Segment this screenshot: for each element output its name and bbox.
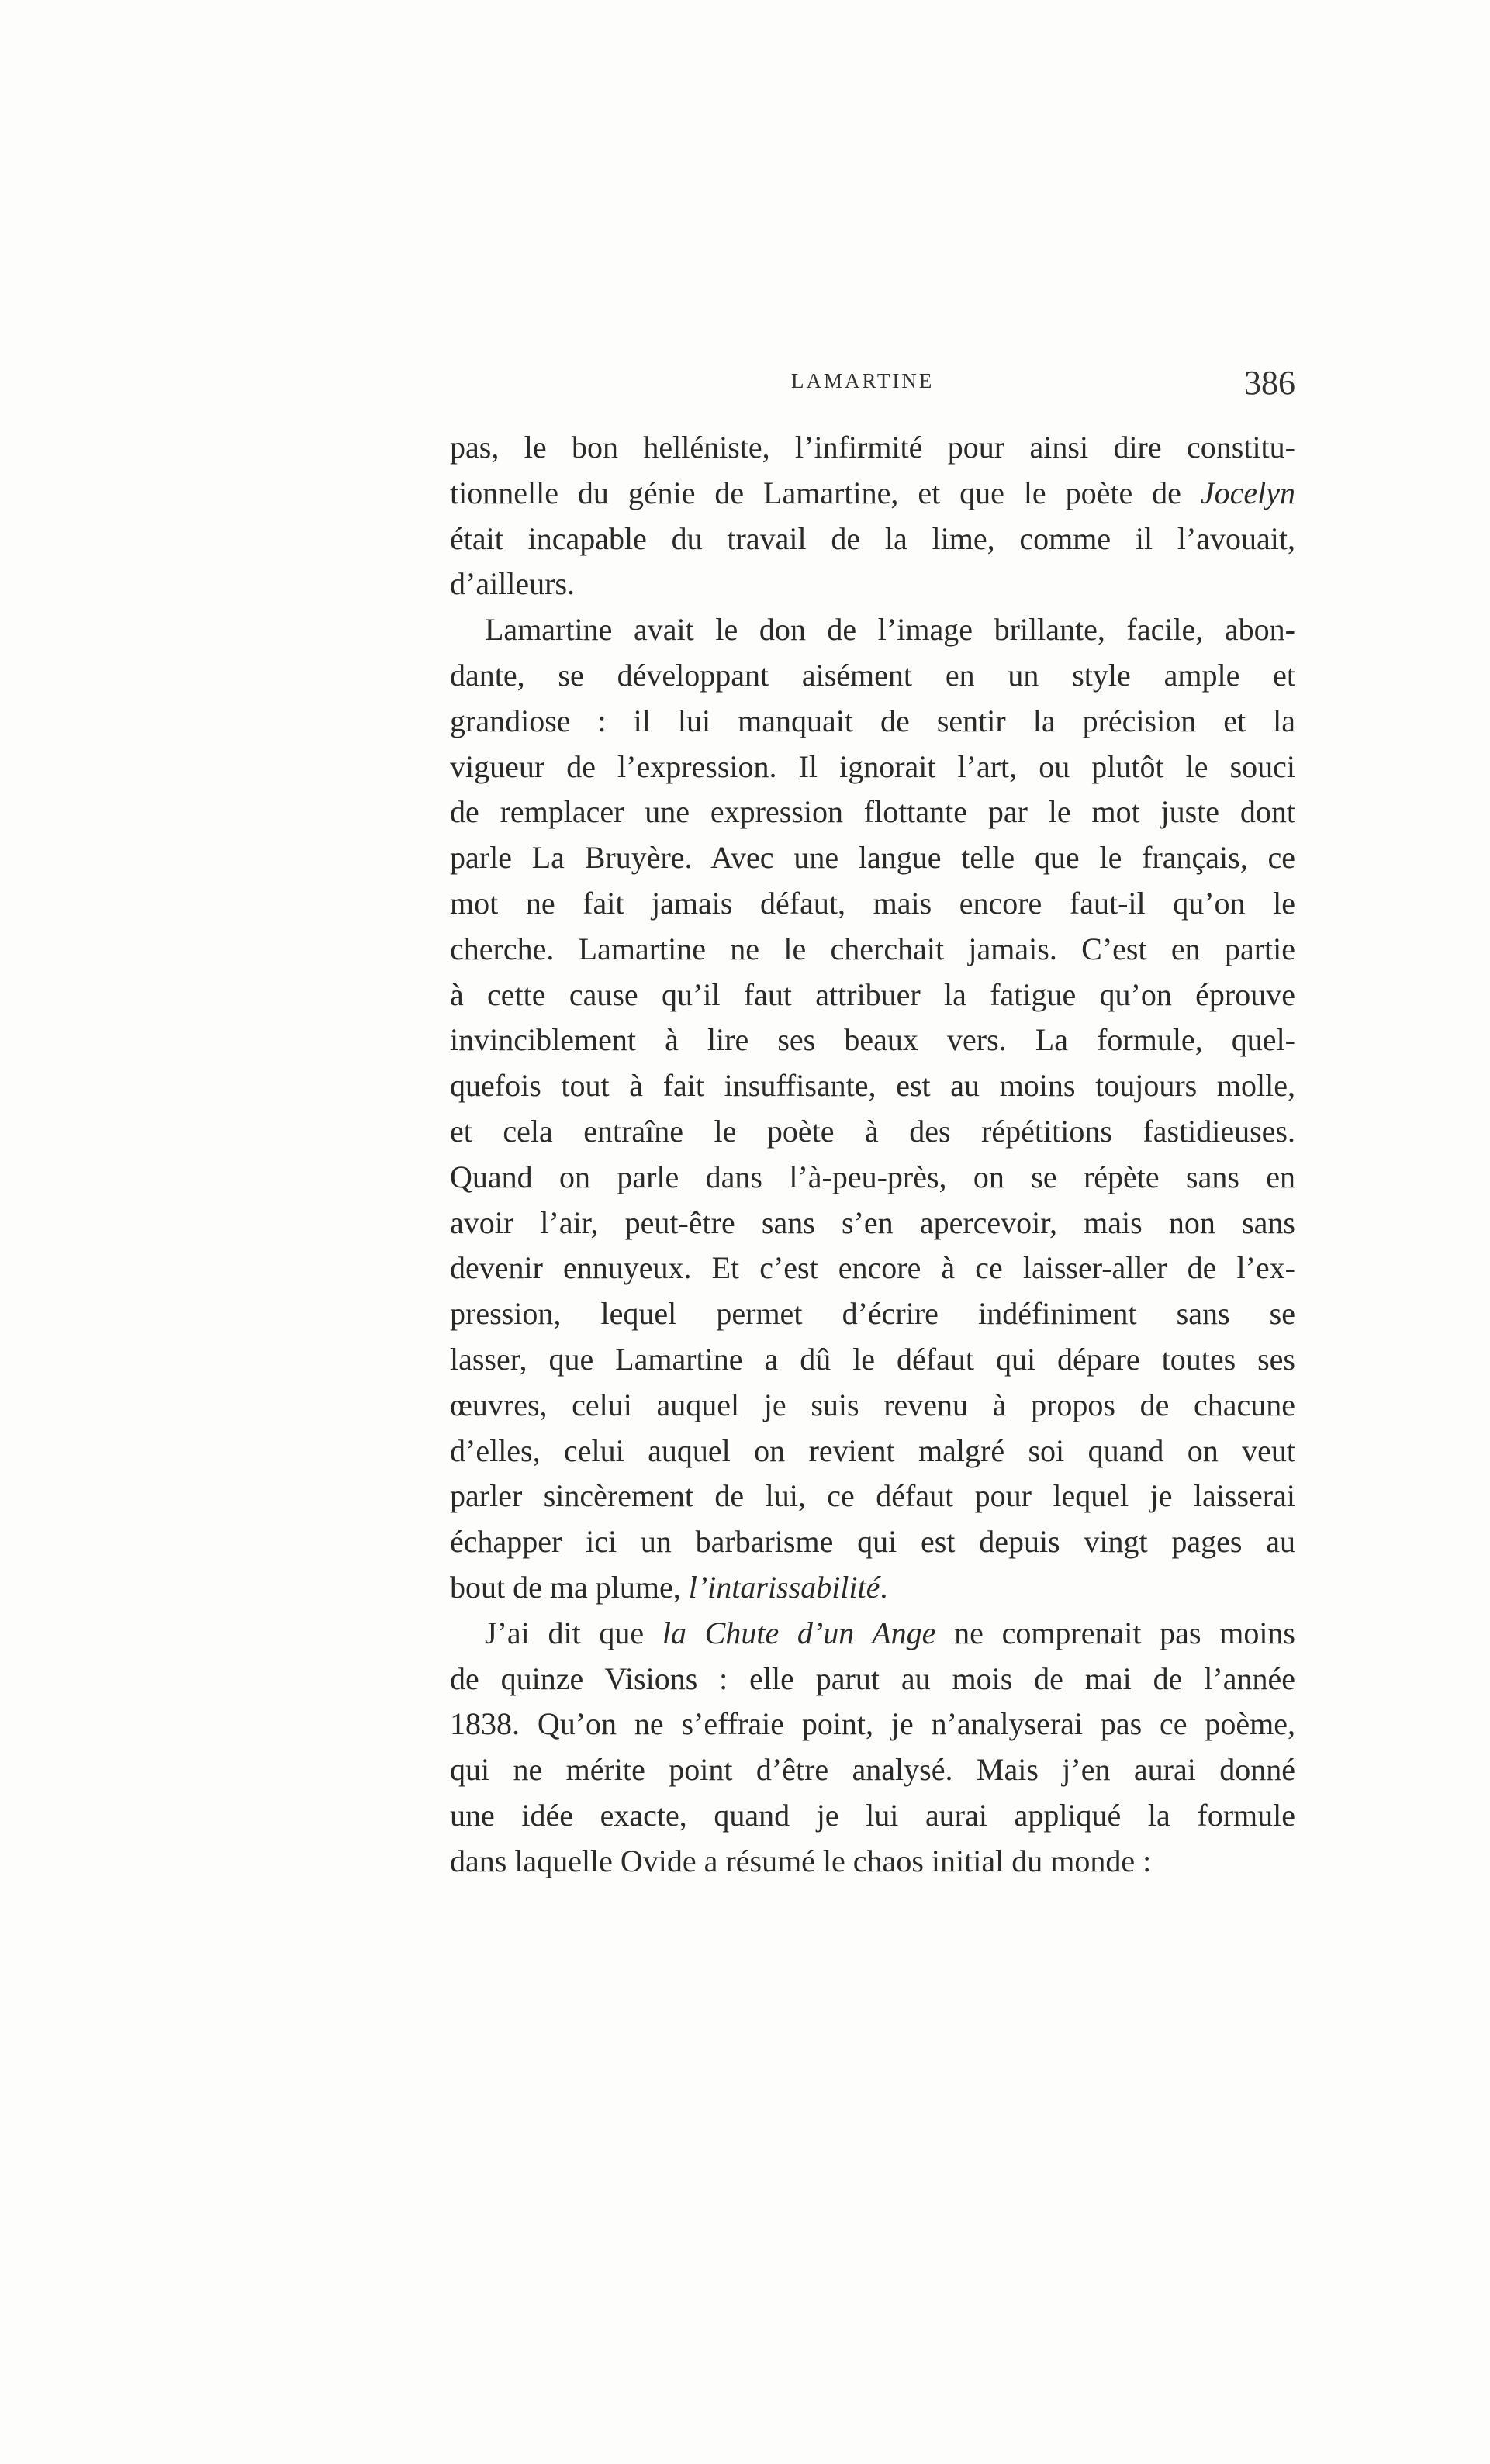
text-line: [450, 1611, 1295, 1657]
text-run: cherche. Lamartine ne le cherchait jamais. C’est en partie: [450, 931, 1295, 966]
page-number: 386: [1244, 364, 1295, 402]
text-run: grandiose : il lui manquait de sentir la précision et la: [450, 703, 1295, 738]
text-run: était incapable du travail de la lime, comme il l’avouait,: [450, 520, 1295, 556]
text-line: [450, 1429, 1295, 1474]
text-line: [450, 745, 1295, 790]
text-line: [450, 1702, 1295, 1747]
text-run: d’ailleurs.: [450, 566, 576, 602]
text-line: [450, 425, 1295, 471]
text-line: [450, 1063, 1295, 1109]
text-run: Lamartine avait le don de l’image brillante, facile, abon-: [485, 612, 1295, 648]
text-line: [450, 1109, 1295, 1155]
text-run: devenir ennuyeux. Et c’est encore à ce laisser-aller de l’ex-: [450, 1250, 1295, 1286]
paragraph: [450, 425, 1295, 607]
text-run: pression, lequel permet d’écrire indéfiniment sans se: [450, 1296, 1295, 1332]
text-run: 1838. Qu’on ne s’effraie point, je n’analyserai pas ce poème,: [450, 1706, 1295, 1742]
text-run: mot ne fait jamais défaut, mais encore faut-il qu’on le: [450, 885, 1295, 921]
text-run: de remplacer une expression flottante par le mot juste dont: [450, 794, 1295, 830]
italic-text: la Chute d’un Ange: [662, 1615, 936, 1650]
text-line: [450, 1474, 1295, 1519]
text-run: parle La Bruyère. Avec une langue telle que le français, ce: [450, 840, 1295, 876]
text-run: quefois tout à fait insuffisante, est au moins toujours molle,: [450, 1068, 1295, 1104]
text-run: vigueur de l’expression. Il ignorait l’art, ou plutôt le souci: [450, 748, 1295, 784]
text-line: [450, 835, 1295, 881]
text-line: [450, 1155, 1295, 1201]
text-line: [450, 517, 1295, 562]
text-line: [450, 607, 1295, 653]
body-text: [450, 425, 1295, 1885]
text-line: [450, 1383, 1295, 1429]
text-line: [450, 699, 1295, 745]
text-line: [450, 562, 1295, 607]
text-run: dans laquelle Ovide a résumé le chaos initial du monde :: [450, 1843, 1152, 1878]
text-line: [450, 881, 1295, 927]
text-run: à cette cause qu’il faut attribuer la fatigue qu’on éprouve: [450, 976, 1295, 1012]
text-run: ne comprenait pas moins: [935, 1615, 1296, 1650]
text-line: [450, 653, 1295, 699]
text-run: .: [880, 1569, 888, 1605]
text-run: dante, se développant aisément en un style ample et: [450, 657, 1295, 693]
text-line: [450, 1337, 1295, 1383]
text-line: [450, 927, 1295, 973]
running-title: LAMARTINE: [791, 369, 935, 392]
text-run: avoir l’air, peut-être sans s’en apercevoir, mais non sans: [450, 1204, 1295, 1240]
text-line: [450, 471, 1295, 517]
text-line: [450, 1519, 1295, 1565]
paragraph: [450, 607, 1295, 1611]
paragraph: [450, 1611, 1295, 1885]
text-run: échapper ici un barbarisme qui est depuis vingt pages au: [450, 1524, 1295, 1560]
text-run: invinciblement à lire ses beaux vers. La formule, quel-: [450, 1022, 1295, 1058]
running-head: [450, 363, 1295, 410]
text-run: de quinze Visions : elle parut au mois de mai de l’année: [450, 1661, 1295, 1696]
text-run: qui ne mérite point d’être analysé. Mais j’en aurai donné: [450, 1752, 1295, 1788]
text-line: [450, 1793, 1295, 1839]
text-run: J’ai dit que: [485, 1615, 662, 1650]
text-line: [450, 1291, 1295, 1337]
text-run: bout de ma plume,: [450, 1569, 689, 1605]
text-line: [450, 1246, 1295, 1291]
italic-text: l’intarissabilité: [688, 1569, 880, 1605]
text-run: et cela entraîne le poète à des répétitions fastidieuses.: [450, 1113, 1295, 1149]
italic-text: Jocelyn: [1200, 475, 1295, 510]
text-line: [450, 1565, 1295, 1611]
text-run: parler sincèrement de lui, ce défaut pour lequel je laisserai: [450, 1478, 1295, 1514]
text-run: d’elles, celui auquel on revient malgré soi quand on veut: [450, 1432, 1295, 1468]
text-line: [450, 1201, 1295, 1246]
text-line: [450, 1747, 1295, 1793]
text-line: [450, 1839, 1295, 1885]
text-run: œuvres, celui auquel je suis revenu à propos de chacune: [450, 1387, 1295, 1422]
text-line: [450, 973, 1295, 1018]
text-run: une idée exacte, quand je lui aurai appliqué la formule: [450, 1797, 1295, 1833]
text-run: lasser, que Lamartine a dû le défaut qui dépare toutes ses: [450, 1341, 1295, 1377]
text-line: [450, 1657, 1295, 1702]
text-line: [450, 790, 1295, 835]
text-line: [450, 1018, 1295, 1063]
text-run: tionnelle du génie de Lamartine, et que le poète de: [450, 475, 1201, 510]
text-run: pas, le bon helléniste, l’infirmité pour ainsi dire constitu-: [450, 430, 1295, 465]
text-run: Quand on parle dans l’à-peu-près, on se répète sans en: [450, 1159, 1295, 1194]
